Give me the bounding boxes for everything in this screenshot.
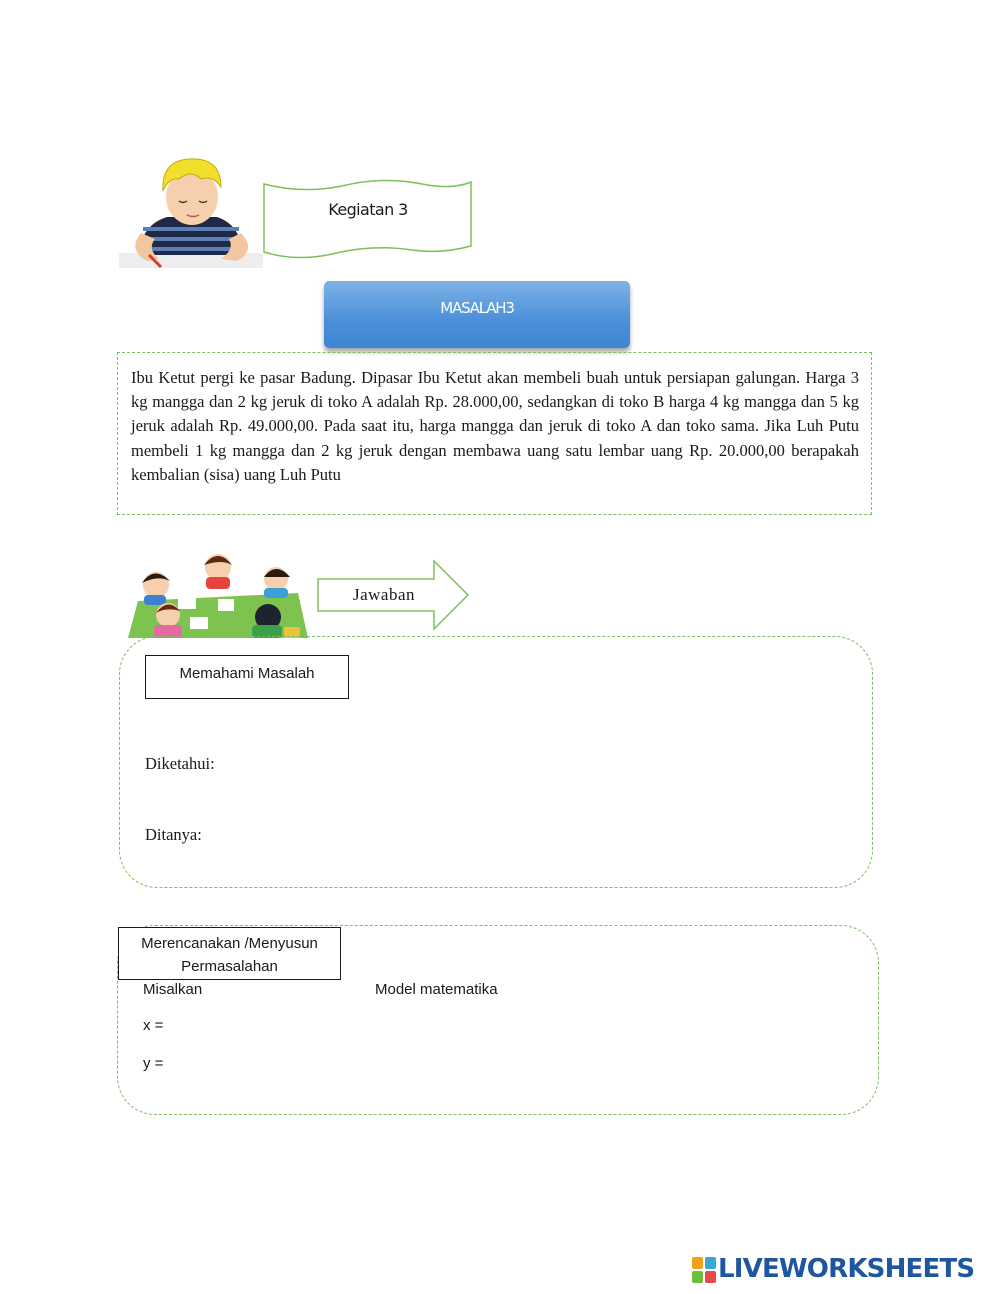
- problem-statement-text: Ibu Ketut pergi ke pasar Badung. Dipasar Ibu Ketut akan membeli buah untuk persiapan galungan. Harga 3 kg mangga dan 2 kg jeruk di toko A adalah Rp. 28.000,00, sedangkan di toko B harga 4 kg mangga dan 5 kg jeruk adalah Rp. 49.000,00. Pada saat itu, harga mangga dan jeruk di toko A dan toko sama. Jika Luh Putu membeli 1 kg mangga dan 2 kg jeruk dengan membawa uang satu lembar uang Rp. 20.000,00 berapakah kembalian (sisa) uang Luh Putu: [131, 368, 859, 484]
- boy-writing-illustration: [117, 155, 265, 268]
- let-label: Misalkan: [143, 981, 203, 998]
- planning-section-title: [118, 927, 341, 980]
- asked-label: Ditanya:: [145, 825, 202, 844]
- answer-label: Jawaban: [352, 585, 416, 604]
- model-label: Model matematika: [375, 981, 498, 998]
- y-variable-label: y =: [143, 1055, 164, 1072]
- understanding-section-title: Memahami Masalah: [145, 655, 349, 699]
- planning-title-line2: Permasalahan: [181, 958, 278, 975]
- planning-title-line1: Merencanakan /Menyusun: [141, 935, 318, 952]
- known-label: Diketahui:: [145, 754, 215, 773]
- problem-title: MASALAH3: [440, 299, 514, 317]
- activity-title: Kegiatan 3: [328, 200, 408, 219]
- kids-studying-illustration: [118, 553, 318, 638]
- x-variable-label: x =: [143, 1017, 164, 1034]
- brand-grid-icon: [692, 1257, 716, 1283]
- brand-name: LIVEWORKSHEETS: [718, 1254, 975, 1284]
